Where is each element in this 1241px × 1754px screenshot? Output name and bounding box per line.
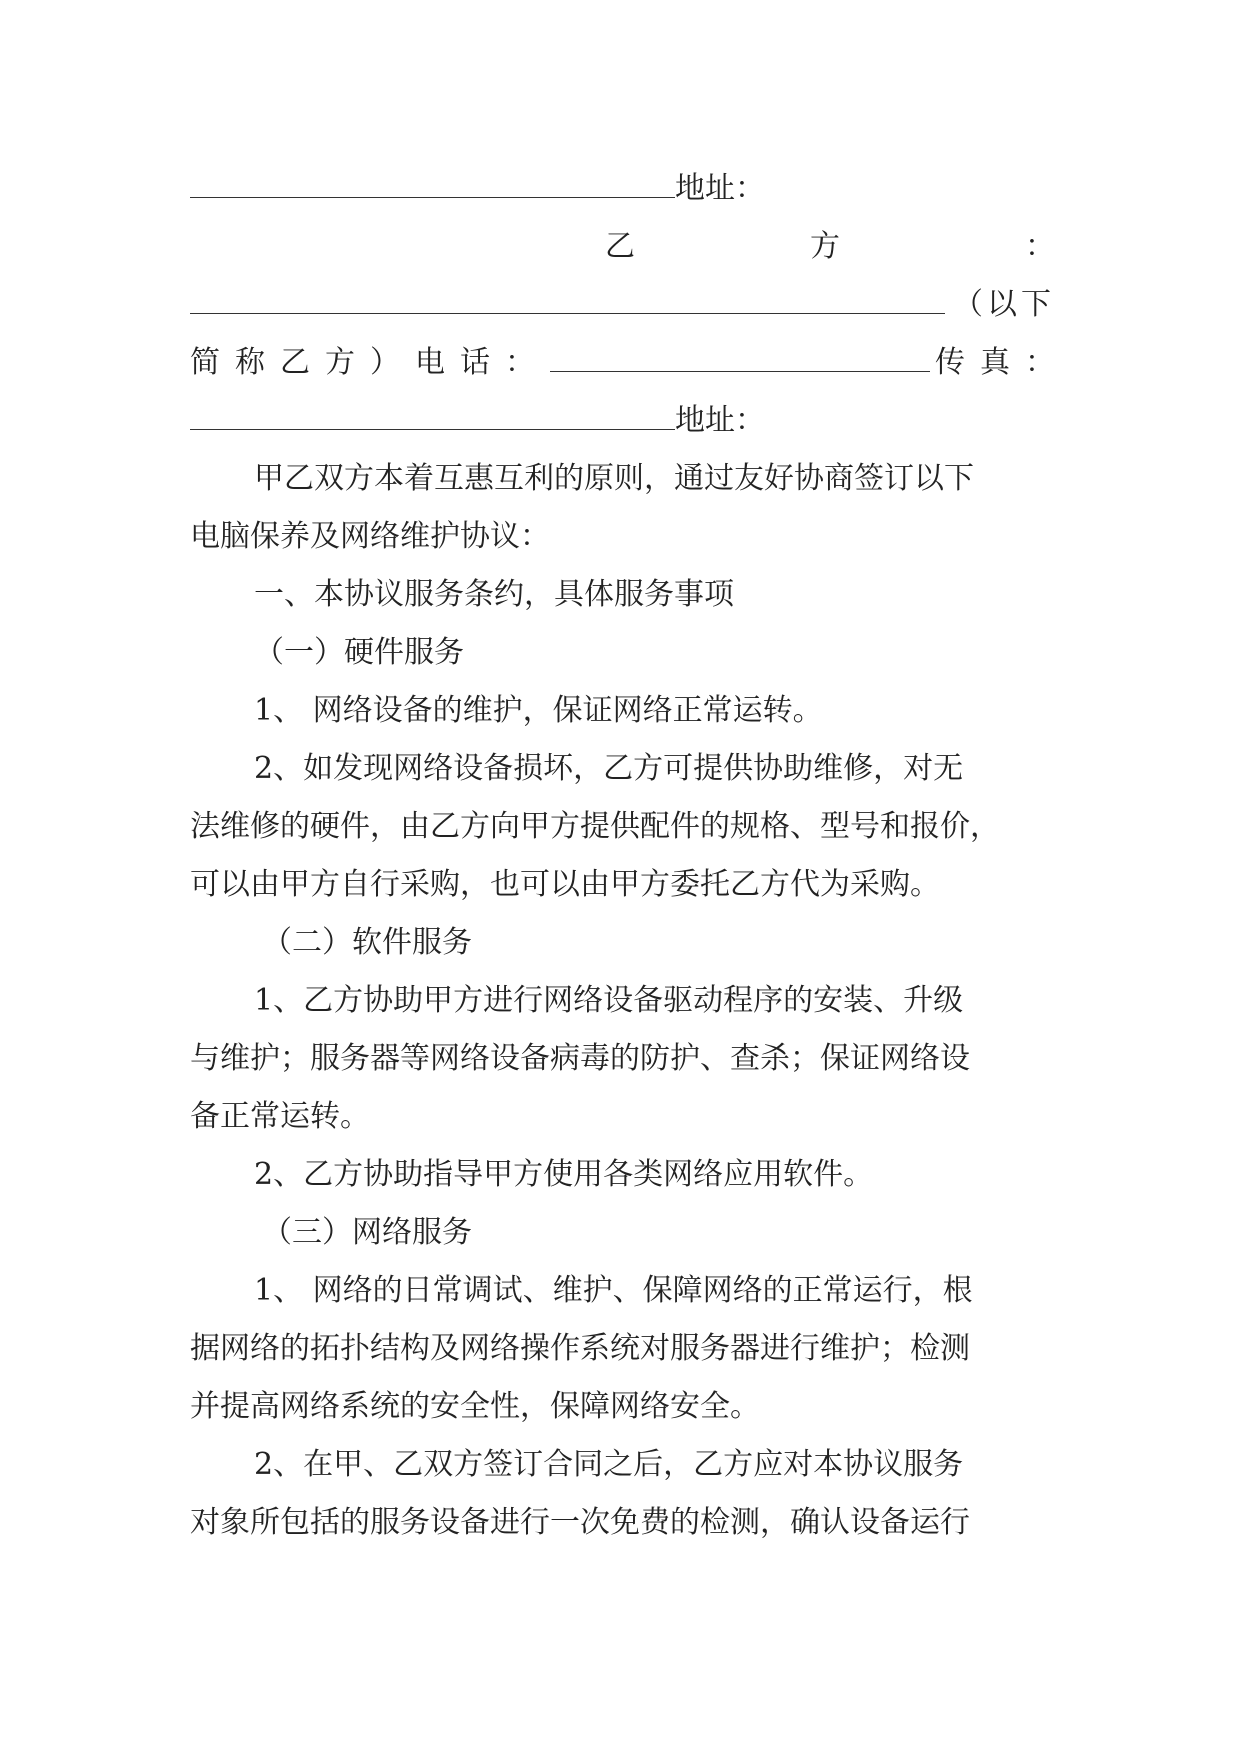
document-page (190, 160, 1070, 1552)
software-item-2 (190, 1146, 1055, 1204)
phone-blank[interactable] (550, 349, 930, 372)
paragraph-text: 1、 网络设备的维护，保证网络正常运转。 (254, 693, 823, 728)
address-line-a (190, 160, 1055, 218)
hardware-item-2-l1 (190, 740, 1055, 798)
paragraph-text: 1、乙方协助甲方进行网络设备驱动程序的安装、升级 (254, 983, 964, 1018)
paragraph-text: 1、 网络的日常调试、维护、保障网络的正常运行，根 (254, 1273, 973, 1308)
party-b-colon: ： (1025, 229, 1055, 264)
phone-label: 电话： (415, 345, 550, 380)
contact-line (190, 334, 1070, 392)
paragraph-text: 可以由甲方自行采购，也可以由甲方委托乙方代为采购。 (190, 867, 940, 902)
paragraph-text: 与维护；服务器等网络设备病毒的防护、查杀；保证网络设 (190, 1041, 970, 1076)
network-item-1-l1 (190, 1262, 1055, 1320)
network-item-1-l3 (190, 1378, 1055, 1436)
paragraph-text: 2、乙方协助指导甲方使用各类网络应用软件。 (254, 1157, 874, 1192)
paragraph-text: 并提高网络系统的安全性，保障网络安全。 (190, 1389, 760, 1424)
network-item-2-l1 (190, 1436, 1055, 1494)
subsection-network (190, 1204, 1055, 1262)
hardware-item-2-l3 (190, 856, 1055, 914)
heading-text: （三）网络服务 (262, 1215, 472, 1250)
intro-line-1 (190, 450, 1055, 508)
paragraph-text: 2、在甲、乙双方签订合同之后，乙方应对本协议服务 (254, 1447, 964, 1482)
party-b-name-blank[interactable] (190, 291, 945, 314)
paragraph-text: 对象所包括的服务设备进行一次免费的检测，确认设备运行 (190, 1505, 970, 1540)
heading-text: （一）硬件服务 (254, 635, 464, 670)
heading-text: 一、本协议服务条约，具体服务事项 (254, 577, 734, 612)
party-b-char-2: 方 (810, 229, 840, 264)
heading-text: （二）软件服务 (262, 925, 472, 960)
hardware-item-1 (190, 682, 1055, 740)
paragraph-text: 法维修的硬件，由乙方向甲方提供配件的规格、型号和报价， (190, 809, 1000, 844)
paragraph-text: 备正常运转。 (190, 1099, 370, 1134)
address-blank[interactable] (190, 175, 675, 198)
paragraph-text: 电脑保养及网络维护协议： (190, 519, 550, 554)
hardware-item-2-l2 (190, 798, 1055, 856)
address-label: 地址： (675, 403, 765, 438)
network-item-2-l2 (190, 1494, 1055, 1552)
address-line-b (190, 392, 1055, 450)
paragraph-text: 甲乙双方本着互惠互利的原则，通过友好协商签订以下 (254, 461, 974, 496)
software-item-1-l1 (190, 972, 1055, 1030)
address-blank[interactable] (190, 407, 675, 430)
section-heading-1 (190, 566, 1055, 624)
paragraph-text: 据网络的拓扑结构及网络操作系统对服务器进行维护；检测 (190, 1331, 970, 1366)
abbrev-start: （以下 (953, 287, 1055, 322)
abbrev-end: 简称乙方） (190, 345, 415, 380)
software-item-1-l2 (190, 1030, 1055, 1088)
party-b-char-1: 乙 (605, 229, 635, 264)
fax-label: 传真： (935, 345, 1070, 380)
address-label: 地址： (675, 171, 765, 206)
subsection-software (190, 914, 1055, 972)
network-item-1-l2 (190, 1320, 1055, 1378)
software-item-1-l3 (190, 1088, 1055, 1146)
subsection-hardware (190, 624, 1055, 682)
paragraph-text: 2、如发现网络设备损坏，乙方可提供协助维修，对无 (254, 751, 964, 786)
party-b-name-line (190, 276, 1055, 334)
intro-line-2 (190, 508, 1055, 566)
party-b-line (190, 218, 1055, 276)
